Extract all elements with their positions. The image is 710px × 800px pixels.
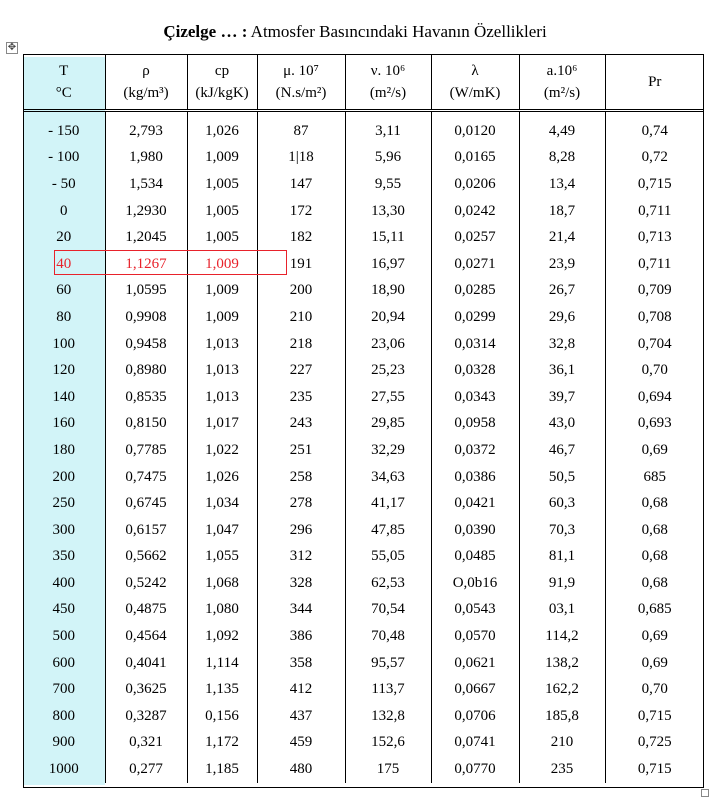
table-cell: 1000 (23, 756, 105, 783)
table-cell: 40 (23, 251, 105, 278)
header-temperature: T °C (23, 54, 105, 111)
table-cell: 87 (257, 111, 345, 145)
table-cell: 0,0314 (431, 331, 519, 358)
table-cell: 1,114 (187, 650, 257, 677)
table-cell: 1,2045 (105, 224, 187, 251)
header-thermal-diffusivity: a.10⁶ (m²/s) (519, 54, 605, 111)
table-cell: 55,05 (345, 544, 431, 571)
table-cell: 0,9458 (105, 331, 187, 358)
header-kinematic-viscosity: ν. 10⁶ (m²/s) (345, 54, 431, 111)
table-cell: 0,0421 (431, 490, 519, 517)
table-cell: 9,55 (345, 171, 431, 198)
table-cell: 0,685 (637, 601, 672, 618)
table-cell: 1,047 (187, 517, 257, 544)
table-cell: 1,2930 (105, 198, 187, 225)
table-cell: 0,69 (641, 628, 668, 645)
table-cell: 0,156 (187, 703, 257, 730)
table-cell: 312 (257, 544, 345, 571)
table-cell: 1,017 (187, 411, 257, 438)
table-cell: 182 (257, 224, 345, 251)
table-cell: 81,1 (519, 544, 605, 571)
table-cell: 358 (257, 650, 345, 677)
table-resize-handle[interactable] (701, 789, 709, 797)
table-cell: 400 (23, 570, 105, 597)
table-cell: 0,0165 (431, 145, 519, 172)
table-cell: 0,715 (637, 175, 672, 192)
table-cell: 1,009 (187, 145, 257, 172)
table-cell: 1,534 (105, 171, 187, 198)
table-cell: 0,9908 (105, 304, 187, 331)
table-cell: 0,0271 (431, 251, 519, 278)
header-specific-heat: cp (kJ/kgK) (187, 54, 257, 111)
table-cell: 0,6745 (105, 490, 187, 517)
table-cell: 0,6157 (105, 517, 187, 544)
table-cell: 46,7 (519, 437, 605, 464)
table-cell: 450 (23, 597, 105, 624)
table-cell: 172 (257, 198, 345, 225)
header-dynamic-viscosity: μ. 10⁷ (N.s/m²) (257, 54, 345, 111)
table-cell: 0,713 (637, 229, 672, 246)
table-cell: 0,0543 (431, 597, 519, 624)
table-cell: 27,55 (345, 384, 431, 411)
table-caption (0, 22, 710, 42)
table-cell: 160 (23, 411, 105, 438)
caption-label: Çizelge … : (163, 22, 248, 41)
table-cell: 1,009 (187, 304, 257, 331)
table-cell: 218 (257, 331, 345, 358)
table-cell: 1,0595 (105, 278, 187, 305)
table-cell: - 100 (23, 145, 105, 172)
table-cell: 120 (23, 357, 105, 384)
table-cell: 235 (257, 384, 345, 411)
table-cell: 459 (257, 730, 345, 757)
table-cell: - 50 (23, 171, 105, 198)
table-cell: 0,3625 (105, 676, 187, 703)
table-cell: 1,013 (187, 384, 257, 411)
table-cell: 0,4041 (105, 650, 187, 677)
table-cell: 0,0621 (431, 650, 519, 677)
table-cell: 800 (23, 703, 105, 730)
table-cell: 0,0770 (431, 756, 519, 783)
table-cell: 0,0667 (431, 676, 519, 703)
table-cell: 0,709 (637, 282, 672, 299)
table-cell: 296 (257, 517, 345, 544)
table-cell: 0,708 (637, 308, 672, 325)
table-cell: 1,013 (187, 331, 257, 358)
table-cell: 0,694 (637, 388, 672, 405)
table-cell: 1,980 (105, 145, 187, 172)
table-cell: 1,005 (187, 224, 257, 251)
table-cell: 25,23 (345, 357, 431, 384)
table-cell: 32,29 (345, 437, 431, 464)
table-cell: 0,8980 (105, 357, 187, 384)
table-cell: 0,74 (641, 122, 668, 139)
table-cell: 03,1 (519, 597, 605, 624)
table-cell: 480 (257, 756, 345, 783)
table-cell: 70,3 (519, 517, 605, 544)
table-cell: 1,013 (187, 357, 257, 384)
table-cell: 0,0343 (431, 384, 519, 411)
table-cell: 70,48 (345, 623, 431, 650)
table-cell: 0,4564 (105, 623, 187, 650)
table-cell: 1,092 (187, 623, 257, 650)
table-cell: 0,0485 (431, 544, 519, 571)
table-cell: 1,005 (187, 171, 257, 198)
table-cell: 350 (23, 544, 105, 571)
table-cell: 0,0206 (431, 171, 519, 198)
table-cell: 113,7 (345, 676, 431, 703)
table-cell: 1,005 (187, 198, 257, 225)
table-cell: 1,080 (187, 597, 257, 624)
table-cell: 0,68 (641, 574, 668, 591)
table-cell: 900 (23, 730, 105, 757)
table-cell: 0,69 (641, 654, 668, 671)
table-cell: 1,055 (187, 544, 257, 571)
table-cell: 138,2 (519, 650, 605, 677)
table-cell: 140 (23, 384, 105, 411)
table-cell: 5,96 (345, 145, 431, 172)
table-cell: 1,068 (187, 570, 257, 597)
table-cell: 43,0 (519, 411, 605, 438)
table-cell: 0 (23, 198, 105, 225)
table-cell: 685 (643, 468, 666, 485)
table-cell: 114,2 (519, 623, 605, 650)
table-cell: 437 (257, 703, 345, 730)
table-cell: 0,68 (641, 495, 668, 512)
table-cell: 1,135 (187, 676, 257, 703)
table-cell: 0,3287 (105, 703, 187, 730)
table-cell: 21,4 (519, 224, 605, 251)
table-cell: 1,034 (187, 490, 257, 517)
table-cell: 500 (23, 623, 105, 650)
table-cell: 0,321 (105, 730, 187, 757)
table-cell: 41,17 (345, 490, 431, 517)
table-cell: 20,94 (345, 304, 431, 331)
table-cell: 180 (23, 437, 105, 464)
table-cell: 0,0299 (431, 304, 519, 331)
table-cell: 60,3 (519, 490, 605, 517)
table-cell: 0,0958 (431, 411, 519, 438)
table-cell: 0,70 (641, 362, 668, 379)
table-cell: 191 (257, 251, 345, 278)
header-prandtl: Pr (605, 54, 704, 111)
table-cell: 1,172 (187, 730, 257, 757)
table-cell: 0,0706 (431, 703, 519, 730)
table-cell: 1,026 (187, 464, 257, 491)
table-cell: 70,54 (345, 597, 431, 624)
table-cell: 0,0386 (431, 464, 519, 491)
table-cell: 1,009 (187, 251, 257, 278)
header-density: ρ (kg/m³) (105, 54, 187, 111)
table-cell: 1,1267 (105, 251, 187, 278)
table-cell: 328 (257, 570, 345, 597)
table-cell: 18,90 (345, 278, 431, 305)
table-cell: 0,693 (637, 415, 672, 432)
table-cell: 386 (257, 623, 345, 650)
table-cell: 0,277 (105, 756, 187, 783)
table-cell: 0,8150 (105, 411, 187, 438)
table-cell: 0,69 (641, 441, 668, 458)
table-cell: 0,711 (638, 255, 672, 272)
table-cell: - 150 (23, 111, 105, 145)
table-cell: 0,5242 (105, 570, 187, 597)
table-cell: 8,28 (519, 145, 605, 172)
table-cell: 0,704 (637, 335, 672, 352)
table-cell: 62,53 (345, 570, 431, 597)
table-cell: 251 (257, 437, 345, 464)
table-cell: 0,0741 (431, 730, 519, 757)
table-cell: 60 (23, 278, 105, 305)
table-cell: 152,6 (345, 730, 431, 757)
table-cell: 23,9 (519, 251, 605, 278)
table-cell: 0,715 (637, 761, 672, 778)
table-cell: 13,30 (345, 198, 431, 225)
table-cell: 200 (23, 464, 105, 491)
table-cell: 0,0120 (431, 111, 519, 145)
table-cell: 29,6 (519, 304, 605, 331)
table-cell: 162,2 (519, 676, 605, 703)
table-border (23, 54, 704, 788)
table-cell: 147 (257, 171, 345, 198)
table-cell: 278 (257, 490, 345, 517)
table-cell: 0,0328 (431, 357, 519, 384)
table-cell: 300 (23, 517, 105, 544)
table-cell: 227 (257, 357, 345, 384)
table-cell: 100 (23, 331, 105, 358)
table-cell: 50,5 (519, 464, 605, 491)
table-cell: 23,06 (345, 331, 431, 358)
table-cell: 1|18 (257, 145, 345, 172)
table-cell: 210 (257, 304, 345, 331)
table-cell: 344 (257, 597, 345, 624)
table-cell: 34,63 (345, 464, 431, 491)
table-cell: 1,022 (187, 437, 257, 464)
table-cell: 0,725 (637, 734, 672, 751)
table-cell: 185,8 (519, 703, 605, 730)
table-cell: 29,85 (345, 411, 431, 438)
table-cell: 0,715 (637, 707, 672, 724)
table-cell: O,0b16 (431, 570, 519, 597)
table-cell: 15,11 (345, 224, 431, 251)
table-cell: 0,0390 (431, 517, 519, 544)
caption-text: Atmosfer Basıncındaki Havanın Özellikleri (247, 22, 547, 41)
table-cell: 132,8 (345, 703, 431, 730)
table-cell: 0,4875 (105, 597, 187, 624)
table-cell: 26,7 (519, 278, 605, 305)
table-cell: 0,72 (641, 149, 668, 166)
table-cell: 0,70 (641, 681, 668, 698)
table-cell: 0,68 (641, 521, 668, 538)
table-cell: 0,7475 (105, 464, 187, 491)
table-move-handle-icon[interactable]: ✥ (7, 42, 17, 53)
table-cell: 1,185 (187, 756, 257, 783)
table-cell: 0,0242 (431, 198, 519, 225)
table-cell: 0,7785 (105, 437, 187, 464)
table-cell: 175 (345, 756, 431, 783)
table-cell: 235 (519, 756, 605, 783)
table-cell: 80 (23, 304, 105, 331)
table-cell: 412 (257, 676, 345, 703)
table-cell: 16,97 (345, 251, 431, 278)
table-cell: 0,0372 (431, 437, 519, 464)
table-cell: 0,711 (638, 202, 672, 219)
table-cell: 4,49 (519, 111, 605, 145)
table-cell: 18,7 (519, 198, 605, 225)
table-cell: 39,7 (519, 384, 605, 411)
table-cell: 95,57 (345, 650, 431, 677)
header-thermal-conductivity: λ (W/mK) (431, 54, 519, 111)
table-cell: 600 (23, 650, 105, 677)
table-cell: 0,8535 (105, 384, 187, 411)
table-cell: 0,0257 (431, 224, 519, 251)
table-cell: 47,85 (345, 517, 431, 544)
table-cell: 243 (257, 411, 345, 438)
table-cell: 0,0285 (431, 278, 519, 305)
table-cell: 32,8 (519, 331, 605, 358)
table-cell: 36,1 (519, 357, 605, 384)
table-cell: 2,793 (105, 111, 187, 145)
table-cell: 0,68 (641, 548, 668, 565)
table-cell: 200 (257, 278, 345, 305)
table-cell: 1,026 (187, 111, 257, 145)
table-cell: 13,4 (519, 171, 605, 198)
table-cell: 1,009 (187, 278, 257, 305)
table-cell: 258 (257, 464, 345, 491)
table-cell: 3,11 (345, 111, 431, 145)
table-cell: 0,0570 (431, 623, 519, 650)
table-cell: 250 (23, 490, 105, 517)
table-cell: 20 (23, 224, 105, 251)
table-cell: 700 (23, 676, 105, 703)
table-cell: 210 (519, 730, 605, 757)
table-cell: 0,5662 (105, 544, 187, 571)
table-cell: 91,9 (519, 570, 605, 597)
